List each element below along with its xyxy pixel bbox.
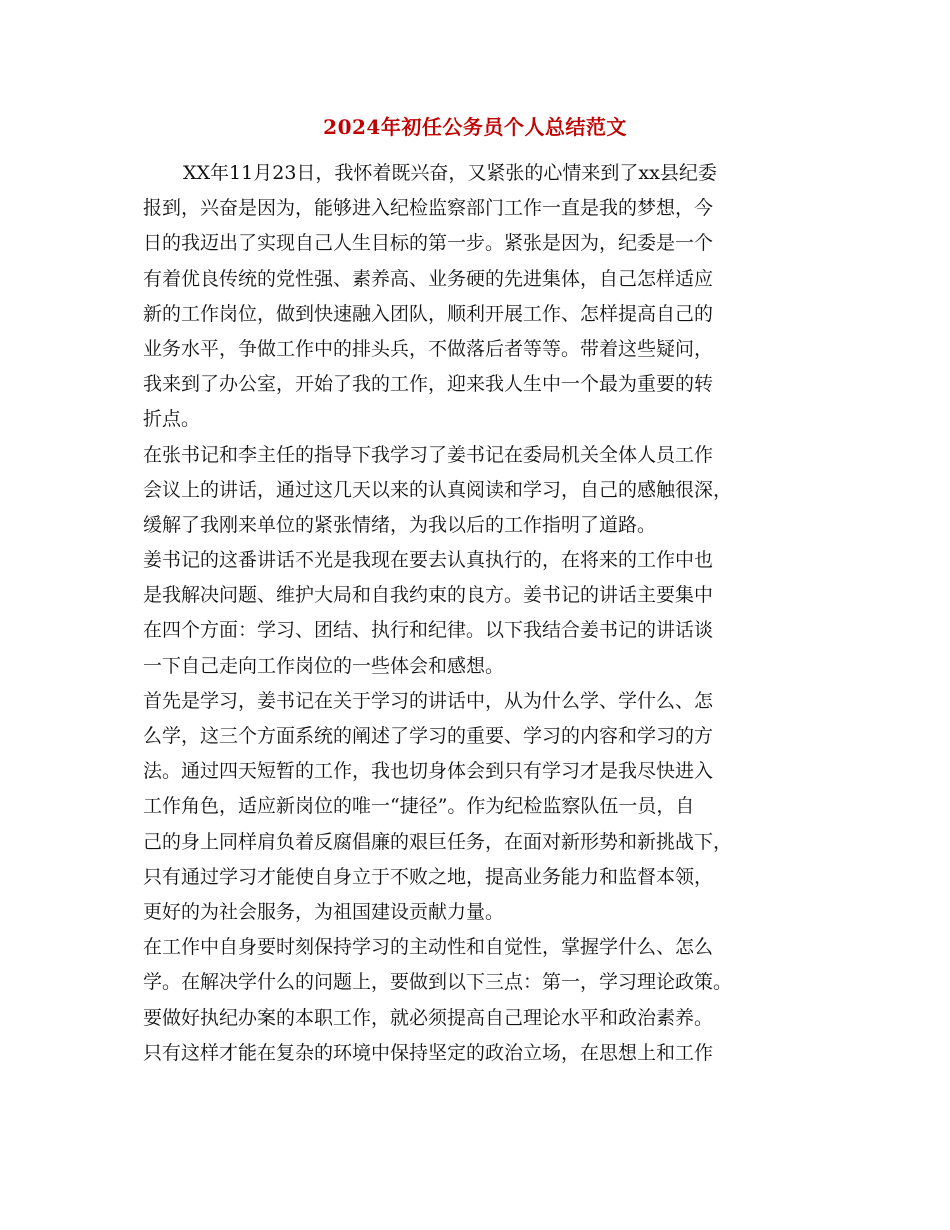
text-line: 只有通过学习才能使自身立于不败之地，提高业务能力和监督本领， — [143, 865, 714, 888]
text-line: 我来到了办公室，开始了我的工作，迎来我人生中一个最为重要的转 — [143, 373, 714, 396]
text-line: 法。通过四天短暂的工作，我也切身体会到只有学习才是我尽快进入 — [143, 760, 714, 783]
text-line: 只有这样才能在复杂的环境中保持坚定的政治立场，在思想上和工作 — [143, 1041, 714, 1064]
text-line: 有着优良传统的党性强、素养高、业务硬的先进集体，自己怎样适应 — [143, 267, 714, 290]
text-line: 缓解了我刚来单位的紧张情绪，为我以后的工作指明了道路。 — [143, 513, 657, 536]
text-line: 新的工作岗位，做到快速融入团队，顺利开展工作、怎样提高自己的 — [143, 302, 714, 325]
text-line: 首先是学习，姜书记在关于学习的讲话中，从为什么学、学什么、怎 — [143, 689, 714, 712]
text-line: 在工作中自身要时刻保持学习的主动性和自觉性，掌握学什么、怎么 — [143, 936, 714, 959]
text-line: 报到，兴奋是因为，能够进入纪检监察部门工作一直是我的梦想，今 — [143, 197, 714, 220]
text-line: XX年11月23日，我怀着既兴奋，又紧张的心情来到了xx县纪委 — [183, 162, 717, 184]
text-line: 业务水平，争做工作中的排头兵，不做落后者等等。带着这些疑问， — [143, 337, 714, 360]
text-line: 要做好执纪办案的本职工作，就必须提高自己理论水平和政治素养。 — [143, 1006, 714, 1029]
document-title: 2024年初任公务员个人总结范文 — [323, 115, 627, 139]
text-line: 工作角色，适应新岗位的唯一“捷径”。作为纪检监察队伍一员，自 — [143, 795, 695, 818]
text-line: 么学，这三个方面系统的阐述了学习的重要、学习的内容和学习的方 — [143, 725, 714, 747]
document-body — [143, 156, 808, 1071]
text-line: 会议上的讲话，通过这几天以来的认真阅读和学习，自己的感触很深， — [143, 478, 733, 501]
text-line: 更好的为社会服务，为祖国建设贡献力量。 — [143, 900, 505, 923]
text-line: 学。在解决学什么的问题上，要做到以下三点：第一，学习理论政策。 — [143, 971, 733, 994]
text-line: 姜书记的这番讲话不光是我现在要去认真执行的，在将来的工作中也 — [143, 549, 714, 572]
text-line: 日的我迈出了实现自己人生目标的第一步。紧张是因为，纪委是一个 — [143, 232, 714, 255]
text-line: 是我解决问题、维护大局和自我约束的良方。姜书记的讲话主要集中 — [143, 584, 714, 607]
text-line: 折点。 — [143, 408, 201, 431]
text-line: 在张书记和李主任的指导下我学习了姜书记在委局机关全体人员工作 — [143, 443, 714, 466]
text-line: 在四个方面：学习、团结、执行和纪律。以下我结合姜书记的讲话谈 — [143, 619, 714, 642]
text-line: 己的身上同样肩负着反腐倡廉的艰巨任务，在面对新形势和新挑战下， — [143, 830, 733, 853]
text-line: 一下自己走向工作岗位的一些体会和感想。 — [143, 654, 505, 677]
